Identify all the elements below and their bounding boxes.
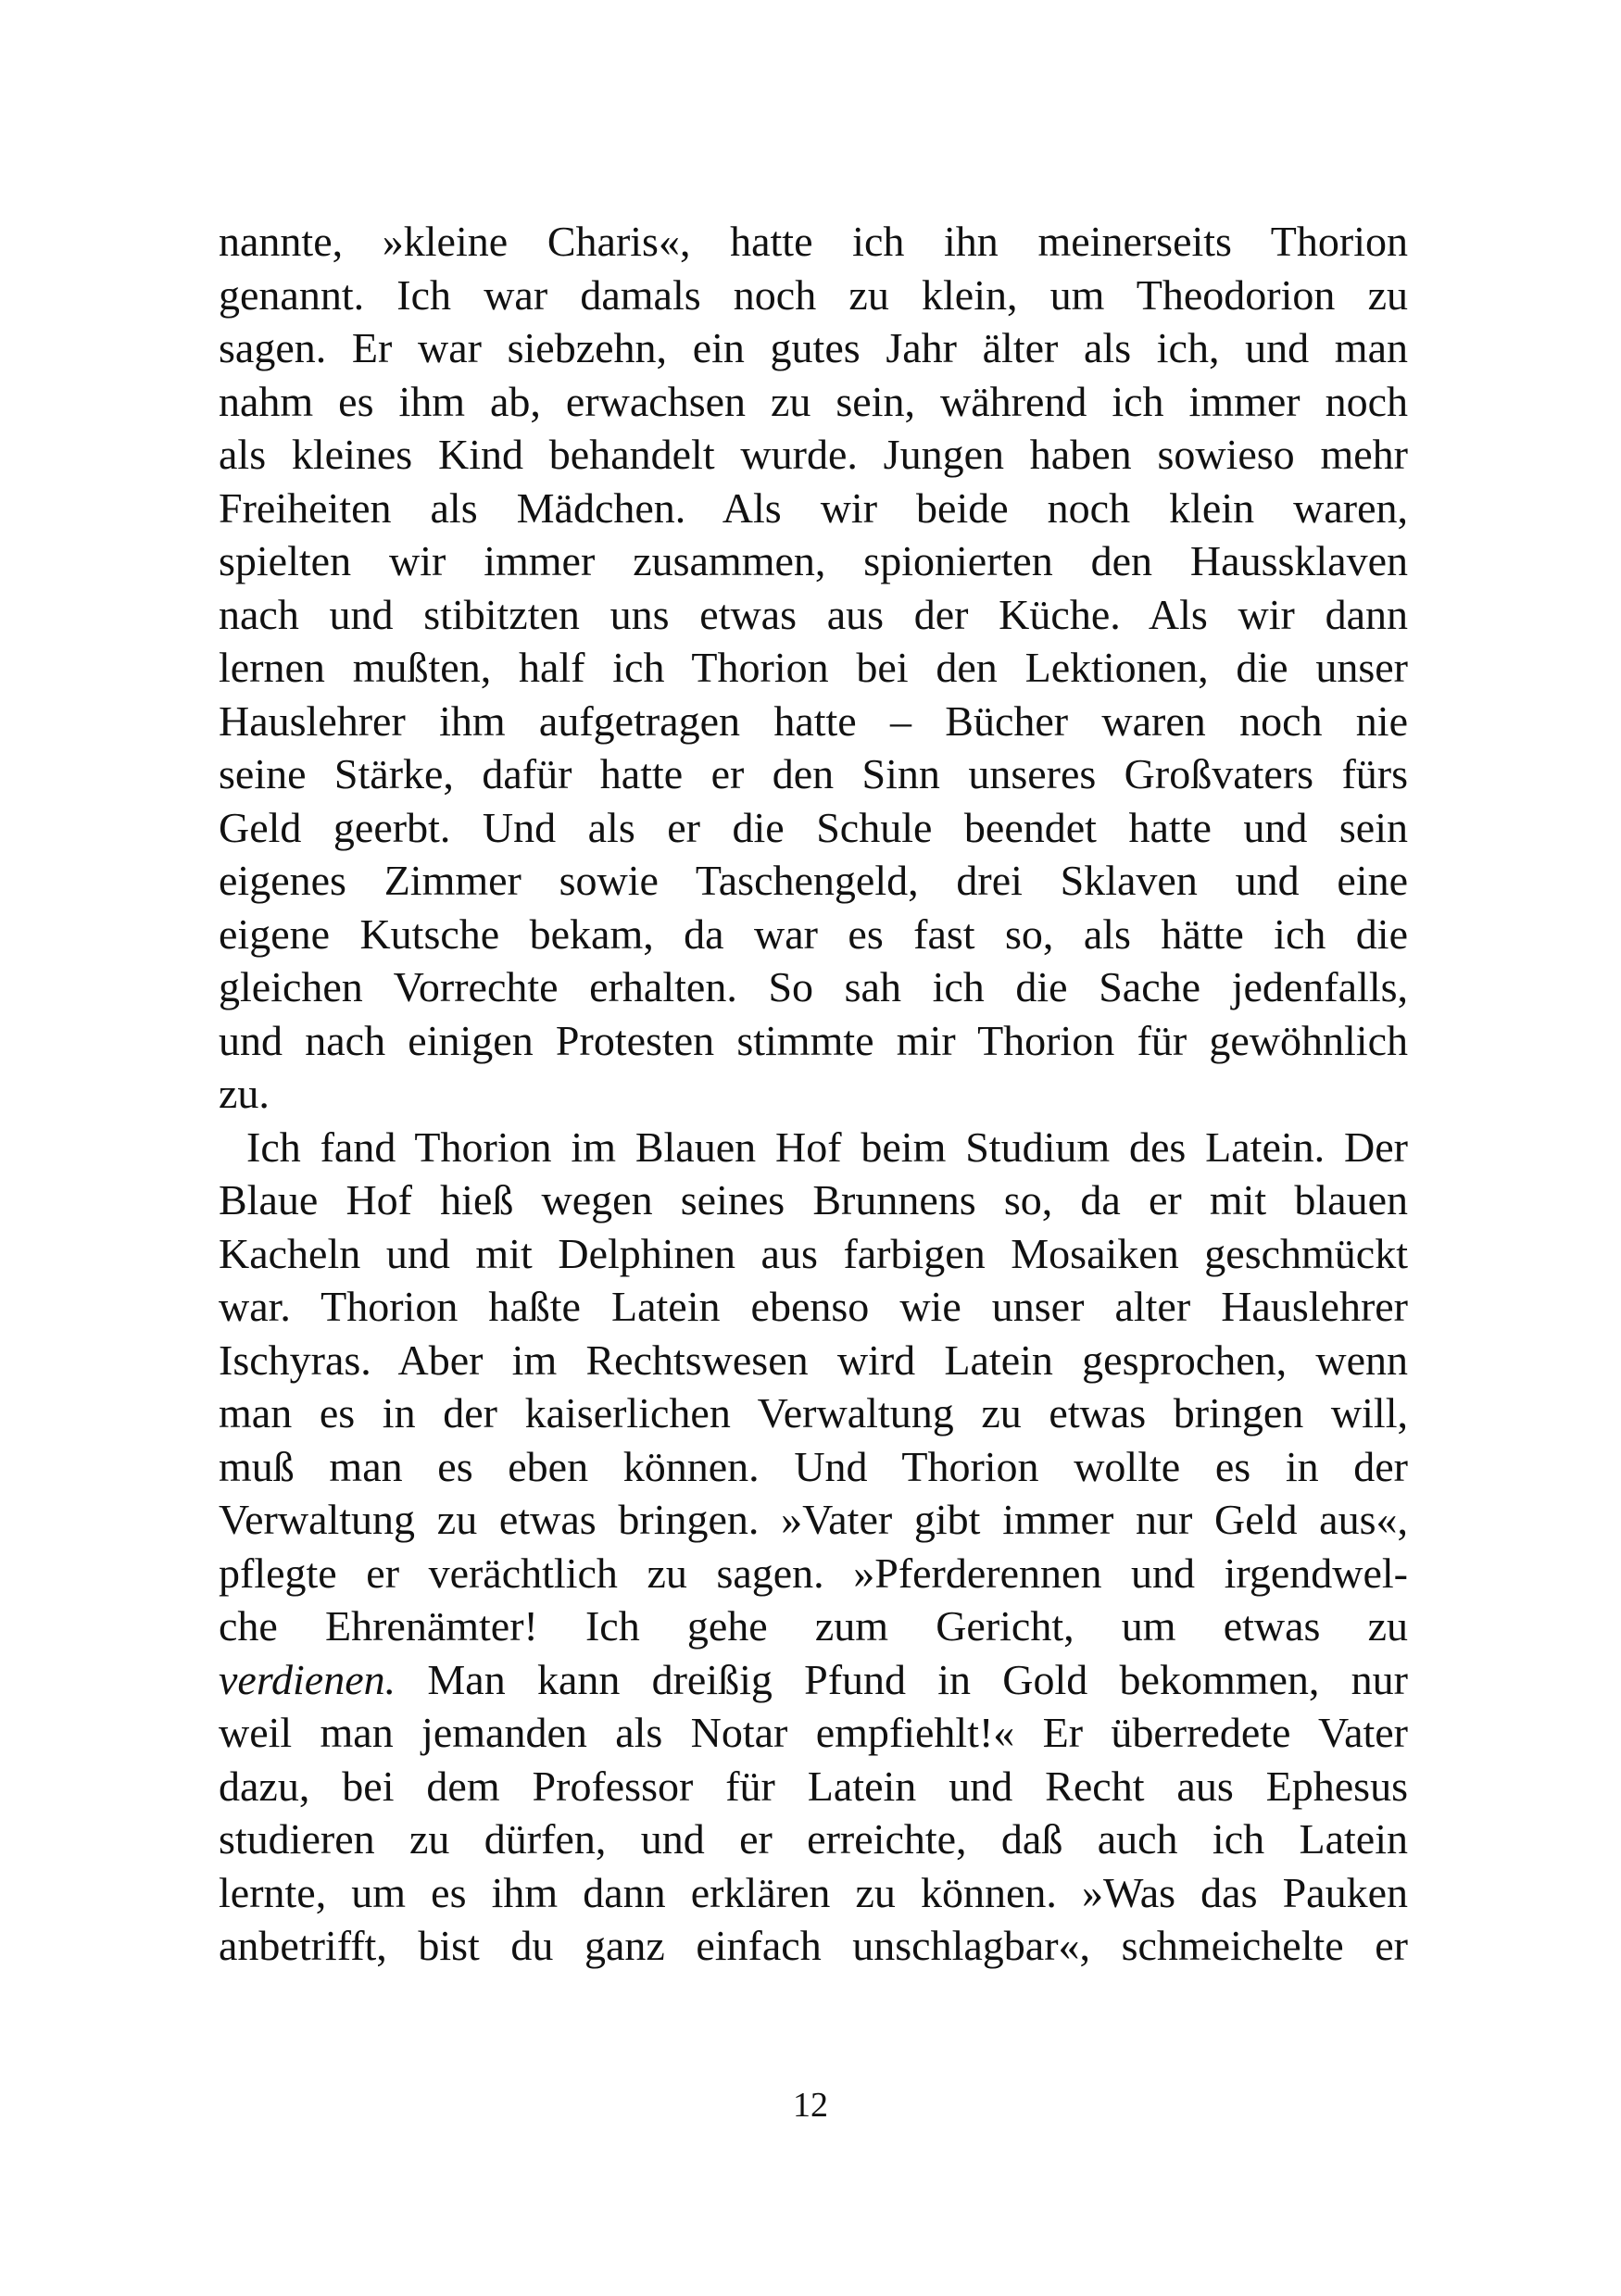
text-line: gleichen Vorrechte erhalten. So sah ich die Sache jedenfalls, bbox=[219, 963, 1408, 1010]
text-line: lernte, um es ihm dann erklären zu können. »Was das Pauken bbox=[219, 1868, 1408, 1916]
text-line: studieren zu dürfen, und er erreichte, daß auch ich Latein bbox=[219, 1815, 1408, 1863]
text-line: Hauslehrer ihm aufgetragen hatte – Bücher waren noch nie bbox=[219, 696, 1408, 745]
text-line: seine Stärke, dafür hatte er den Sinn unseres Großvaters fürs bbox=[219, 750, 1408, 797]
text-line: muß man es eben können. Und Thorion wollte es in der bbox=[219, 1442, 1408, 1490]
text-line: nannte, »kleine Charis«, hatte ich ihn meinerseits Thorion bbox=[219, 218, 1408, 265]
text-line: weil man jemanden als Notar empfiehlt!« Er überredete Vater bbox=[219, 1709, 1408, 1756]
text-line: che Ehrenämter! Ich gehe zum Gericht, um etwas zu bbox=[219, 1602, 1408, 1650]
text-line-indented: Ich fand Thorion im Blauen Hof beim Studium des Latein. Der bbox=[246, 1123, 1408, 1171]
emphasized-word: verdienen. bbox=[219, 1655, 396, 1703]
text-line: genannt. Ich war damals noch zu klein, um Theodorion zu bbox=[219, 270, 1408, 319]
text-line: Geld geerbt. Und als er die Schule beendet hatte und sein bbox=[219, 803, 1408, 851]
text-line: nahm es ihm ab, erwachsen zu sein, während ich immer noch bbox=[219, 377, 1408, 425]
text-line: eigenes Zimmer sowie Taschengeld, drei Sklaven und eine bbox=[219, 857, 1408, 904]
text-line: sagen. Er war siebzehn, ein gutes Jahr älter als ich, und man bbox=[219, 324, 1408, 371]
text-line: Ischyras. Aber im Rechtswesen wird Latein gesprochen, wenn bbox=[219, 1336, 1408, 1384]
text-line: eigene Kutsche bekam, da war es fast so, als hätte ich die bbox=[219, 910, 1408, 958]
text-line: war. Thorion haßte Latein ebenso wie unser alter Hauslehrer bbox=[219, 1283, 1408, 1330]
text-line-rest: Man kann dreißig Pfund in Gold bekommen, nur bbox=[396, 1655, 1408, 1703]
text-line: Freiheiten als Mädchen. Als wir beide noch klein waren, bbox=[219, 483, 1408, 532]
text-line: nach und stibitzten uns etwas aus der Küche. Als wir dann bbox=[219, 590, 1408, 638]
text-line: man es in der kaiserlichen Verwaltung zu etwas bringen will, bbox=[219, 1389, 1408, 1437]
page-number: 12 bbox=[793, 2086, 828, 2125]
text-line: dazu, bei dem Professor für Latein und Recht aus Ephesus bbox=[219, 1762, 1408, 1810]
body-text bbox=[219, 215, 1408, 1973]
text-line: anbetrifft, bist du ganz einfach unschlagbar«, schmeichelte er bbox=[219, 1922, 1408, 1969]
text-line: Verwaltung zu etwas bringen. »Vater gibt immer nur Geld aus«, bbox=[219, 1496, 1408, 1543]
text-line: Blaue Hof hieß wegen seines Brunnens so, da er mit blauen bbox=[219, 1176, 1408, 1223]
text-line: als kleines Kind behandelt wurde. Jungen haben sowieso mehr bbox=[219, 431, 1408, 478]
text-line: lernen mußten, half ich Thorion bei den Lektionen, die unser bbox=[219, 644, 1408, 691]
text-line: spielten wir immer zusammen, spionierten den Haussklaven bbox=[219, 537, 1408, 584]
text-line: Kacheln und mit Delphinen aus farbigen Mosaiken geschmückt bbox=[219, 1229, 1408, 1277]
text-line: und nach einigen Protesten stimmte mir Thorion für gewöhnlich bbox=[219, 1016, 1408, 1064]
text-line-with-emphasis bbox=[219, 1653, 1408, 1707]
text-line: zu. bbox=[219, 1070, 270, 1117]
text-line: pflegte er verächtlich zu sagen. »Pferderennen und irgendwel- bbox=[219, 1549, 1408, 1597]
